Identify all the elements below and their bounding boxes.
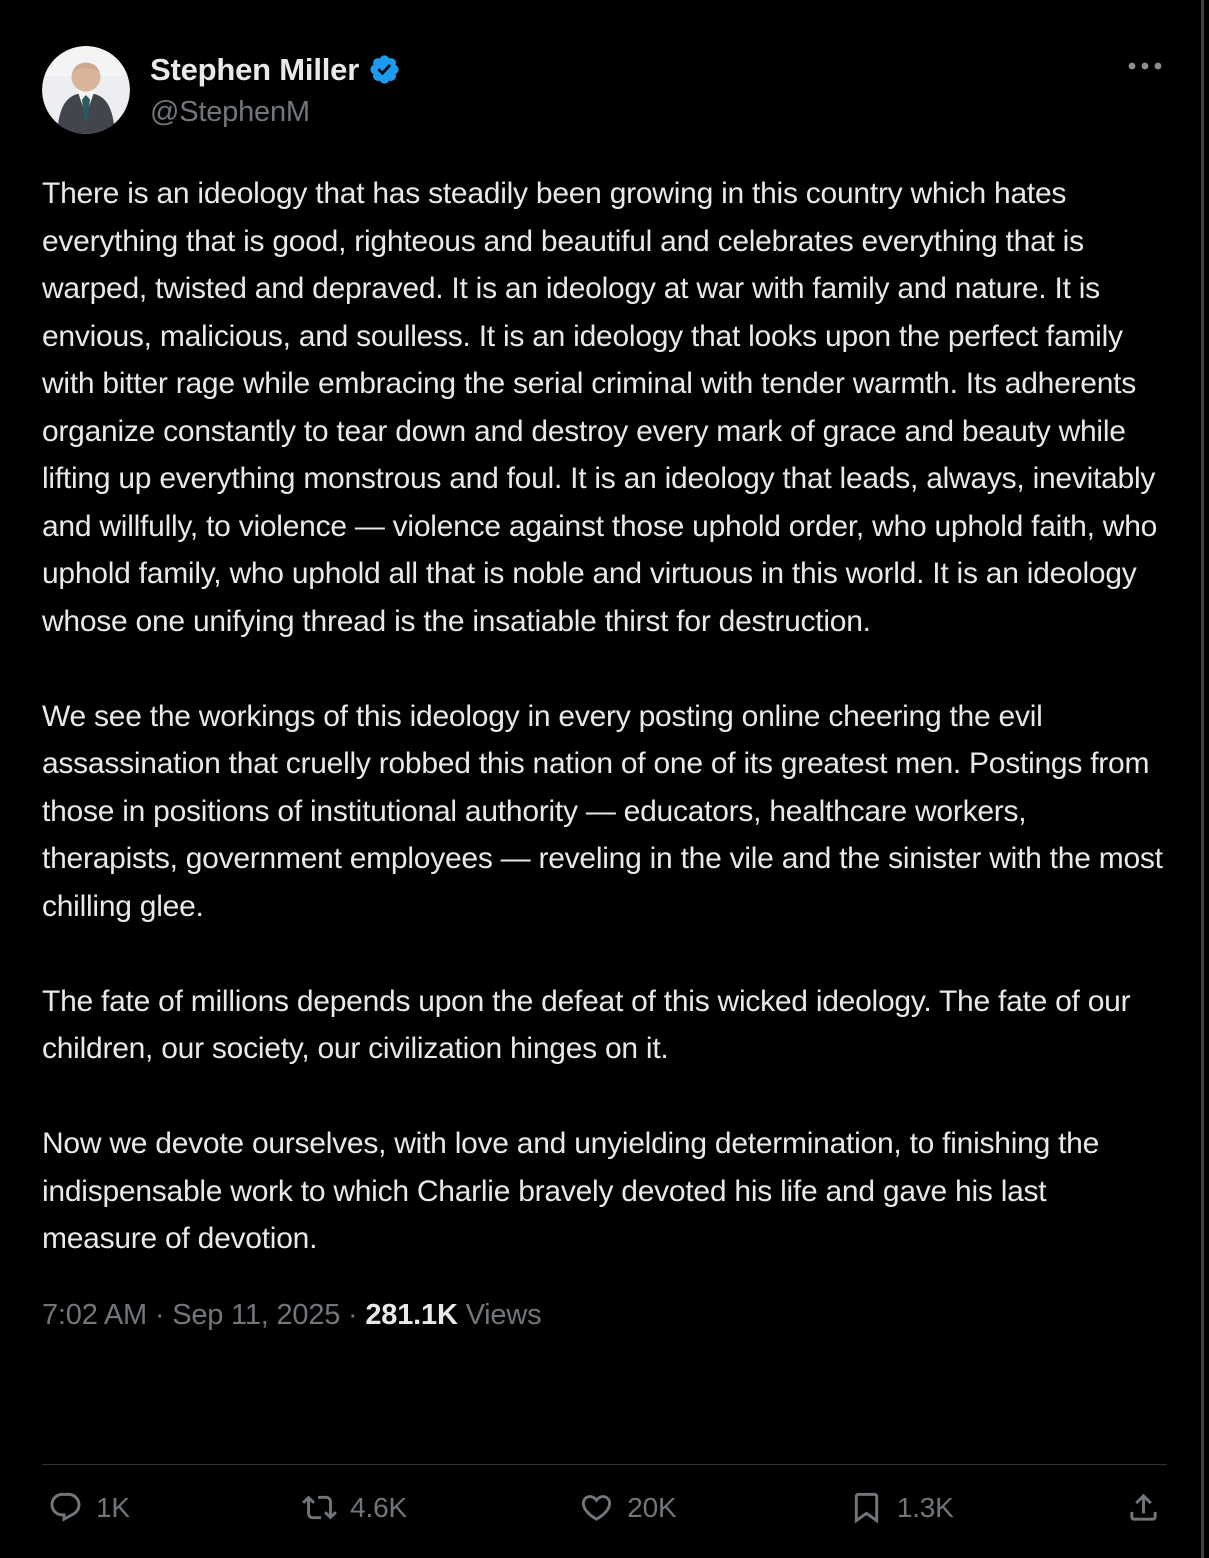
repost-count: 4.6K	[350, 1491, 407, 1523]
repost-button[interactable]	[302, 1490, 407, 1525]
bookmark-icon	[849, 1490, 884, 1525]
like-icon	[579, 1490, 614, 1525]
post-time: 7:02 AM	[42, 1298, 147, 1331]
like-button[interactable]	[579, 1490, 676, 1525]
timestamp	[42, 1299, 1167, 1332]
like-count: 20K	[627, 1491, 677, 1523]
more-menu-icon	[1127, 58, 1163, 74]
post-header	[42, 46, 1167, 134]
share-icon	[1126, 1490, 1161, 1525]
avatar[interactable]	[42, 46, 130, 134]
action-bar-container	[42, 1464, 1167, 1558]
author-id-block	[150, 46, 401, 130]
views-label: Views	[465, 1298, 542, 1331]
repost-icon	[302, 1490, 337, 1525]
bookmark-count: 1.3K	[896, 1491, 954, 1523]
separator-dot: ·	[348, 1298, 358, 1331]
post-date: Sep 11, 2025	[172, 1298, 341, 1331]
share-button[interactable]	[1126, 1490, 1161, 1525]
reply-icon	[48, 1490, 83, 1525]
post-paragraph: There is an ideology that has steadily been growing in this country which hates everything that is good, righteous and beautiful and celebrates everything that is warped, twisted and depraved. It is an ideology at war with family and nature. It is envious, malicious, and soulless. It is an ideology that looks upon the perfect family with bitter rage while embracing the serial criminal with tender warmth. Its adherents organize constantly to tear down and destroy every mark of grace and beauty while lifting up everything monstrous and foul. It is an ideology that leads, always, inevitably and willfully, to violence — violence against those uphold order, who uphold faith, who uphold family, who uphold all that is noble and virtuous in this world. It is an ideology whose one unifying thread is the insatiable thirst for destruction.	[42, 177, 1158, 638]
verified-badge-icon	[368, 53, 401, 86]
display-name[interactable]: Stephen Miller	[150, 52, 360, 87]
reply-count: 1K	[96, 1491, 130, 1523]
scrollbar[interactable]	[1201, 0, 1204, 1558]
bookmark-button[interactable]	[849, 1490, 954, 1525]
post-paragraph: Now we devote ourselves, with love and unyielding determination, to finishing the indispensable work to which Charlie bravely devoted his life and gave his last measure of devotion.	[42, 1127, 1100, 1255]
action-bar	[42, 1465, 1167, 1558]
views-count: 281.1K	[365, 1298, 458, 1331]
post-paragraph: The fate of millions depends upon the defeat of this wicked ideology. The fate of our children, our society, our civilization hinges on it.	[42, 984, 1131, 1065]
avatar-image	[42, 46, 130, 134]
more-button[interactable]	[1123, 46, 1167, 86]
post-paragraph: We see the workings of this ideology in every posting online cheering the evil assassination that cruelly robbed this nation of one of its greatest men. Postings from those in positions of institutional authority — educators, healthcare workers, therapists, government employees — reveling in the vile and the sinister with the most chilling glee.	[42, 699, 1163, 923]
reply-button[interactable]	[48, 1490, 130, 1525]
user-handle[interactable]: @StephenM	[150, 96, 310, 129]
separator-dot: ·	[154, 1298, 165, 1331]
author-name-row[interactable]	[150, 51, 401, 88]
post-text	[42, 170, 1167, 1263]
